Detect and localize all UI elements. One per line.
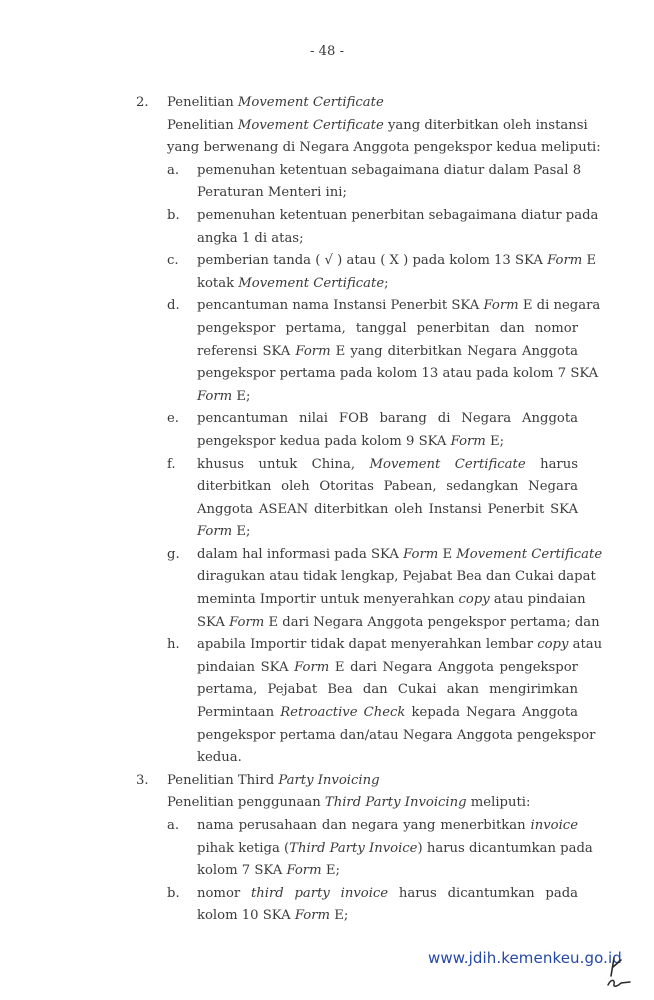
item-text: pengekspor pertama, tanggal penerbitan dan nomor <box>197 320 578 336</box>
list-item-e-cont <box>0 431 654 454</box>
list-item-h-cont <box>0 679 654 702</box>
section-3-intro-line <box>0 792 654 815</box>
item-text: pengekspor kedua pada kolom 9 SKA Form E; <box>197 433 505 449</box>
paragraph-text: Penelitian penggunaan Third Party Invoicing meliputi: <box>167 795 531 811</box>
page-number: - 48 - <box>309 44 345 59</box>
list-item-c-cont <box>0 273 654 296</box>
list-item-h-cont <box>0 657 654 680</box>
list-item-d <box>0 295 654 318</box>
list-item-f <box>0 454 654 477</box>
item-text: pihak ketiga (Third Party Invoice) harus dicantumkan pada <box>197 840 593 856</box>
list-item-a <box>0 815 654 838</box>
item-text: nama perusahaan dan negara yang menerbitkan invoice <box>197 818 578 833</box>
list-item-f-cont <box>0 476 654 499</box>
list-item-a-cont <box>0 182 654 205</box>
list-item-d-cont <box>0 318 654 341</box>
item-letter: a. <box>167 162 180 178</box>
list-item-d-cont <box>0 341 654 364</box>
item-text: nomor third party invoice harus dicantumkan pada <box>197 885 579 901</box>
list-item-e <box>0 408 654 431</box>
item-text: diragukan atau tidak lengkap, Pejabat Bea dan Cukai dapat <box>197 569 596 585</box>
list-item-d-cont <box>0 386 654 409</box>
list-item-h <box>0 634 654 657</box>
list-item-g-cont <box>0 566 654 589</box>
item-text: Form E; <box>197 524 251 540</box>
item-letter: d. <box>167 298 180 314</box>
list-item-g <box>0 544 654 567</box>
item-text: pencantuman nilai FOB barang di Negara Anggota <box>197 411 578 427</box>
list-item-g-cont <box>0 612 654 635</box>
list-item-h-cont <box>0 725 654 748</box>
list-item-h-cont <box>0 702 654 725</box>
item-text: pencantuman nama Instansi Penerbit SKA Form E di negara <box>197 298 601 314</box>
item-text: meminta Importir untuk menyerahkan copy atau pindaian <box>197 592 586 608</box>
list-item-b-cont <box>0 905 654 928</box>
item-text: apabila Importir tidak dapat menyerahkan lembar copy atau <box>197 637 603 653</box>
section-number: 2. <box>136 95 149 110</box>
section-2-heading <box>0 92 654 115</box>
item-text: pemenuhan ketentuan penerbitan sebagaimana diatur pada <box>197 207 599 223</box>
item-letter: a. <box>167 818 180 833</box>
item-letter: b. <box>167 207 180 223</box>
item-text: kolom 7 SKA Form E; <box>197 863 340 879</box>
list-item-a-cont <box>0 860 654 883</box>
list-item-c <box>0 250 654 273</box>
list-item-f-cont <box>0 499 654 522</box>
paragraph-text: yang berwenang di Negara Anggota pengekspor kedua meliputi: <box>167 140 601 156</box>
item-text: Peraturan Menteri ini; <box>197 185 347 201</box>
list-item-a <box>0 160 654 183</box>
item-text: diterbitkan oleh Otoritas Pabean, sedangkan Negara <box>197 479 578 495</box>
item-letter: f. <box>167 456 176 472</box>
list-item-b-cont <box>0 228 654 251</box>
item-text: angka 1 di atas; <box>197 230 304 246</box>
footer-url-link[interactable]: www.jdih.kemenkeu.go.id <box>428 949 622 967</box>
item-text: pengekspor pertama pada kolom 13 atau pada kolom 7 SKA <box>197 366 599 382</box>
item-text: SKA Form E dari Negara Anggota pengekspor pertama; dan <box>197 614 600 630</box>
item-letter: c. <box>167 253 179 269</box>
section-number: 3. <box>136 772 149 788</box>
item-text: kolom 10 SKA Form E; <box>197 908 349 924</box>
list-item-b <box>0 883 654 906</box>
item-text: referensi SKA Form E yang diterbitkan Negara Anggota <box>197 343 579 359</box>
item-letter: b. <box>167 885 180 901</box>
item-text: pemberian tanda ( √ ) atau ( X ) pada kolom 13 SKA Form E <box>197 253 597 269</box>
item-text: Permintaan Retroactive Check kepada Negara Anggota <box>197 705 578 721</box>
list-item-h-cont <box>0 747 654 770</box>
item-text: Anggota ASEAN diterbitkan oleh Instansi Penerbit SKA <box>197 501 578 517</box>
item-text: khusus untuk China, Movement Certificate harus <box>197 456 578 472</box>
document-body <box>0 92 654 928</box>
item-text: Form E; <box>197 388 251 404</box>
section-title: Penelitian Movement Certificate <box>167 95 384 110</box>
item-letter: g. <box>167 546 180 562</box>
list-item-g-cont <box>0 589 654 612</box>
item-text: kotak Movement Certificate; <box>197 275 389 291</box>
item-text: dalam hal informasi pada SKA Form E Movement Certificate <box>197 546 603 562</box>
list-item-d-cont <box>0 363 654 386</box>
paraf-initial-icon <box>606 976 634 990</box>
item-text: kedua. <box>197 750 242 766</box>
item-text: pengekspor pertama dan/atau Negara Anggota pengekspor <box>197 727 596 743</box>
handwritten-mark-icon <box>608 956 630 978</box>
list-item-a-cont <box>0 838 654 861</box>
section-2-intro-line <box>0 115 654 138</box>
paragraph-text: Penelitian Movement Certificate yang diterbitkan oleh instansi <box>167 117 588 133</box>
item-text: pindaian SKA Form E dari Negara Anggota pengekspor <box>197 659 578 675</box>
item-text: pertama, Pejabat Bea dan Cukai akan mengirimkan <box>197 682 578 698</box>
section-3-heading <box>0 770 654 793</box>
list-item-b <box>0 205 654 228</box>
item-letter: e. <box>167 411 179 427</box>
section-2-intro-line <box>0 137 654 160</box>
section-title: Penelitian Third Party Invoicing <box>167 772 380 788</box>
item-letter: h. <box>167 637 180 653</box>
list-item-f-cont <box>0 521 654 544</box>
item-text: pemenuhan ketentuan sebagaimana diatur dalam Pasal 8 <box>197 162 582 178</box>
